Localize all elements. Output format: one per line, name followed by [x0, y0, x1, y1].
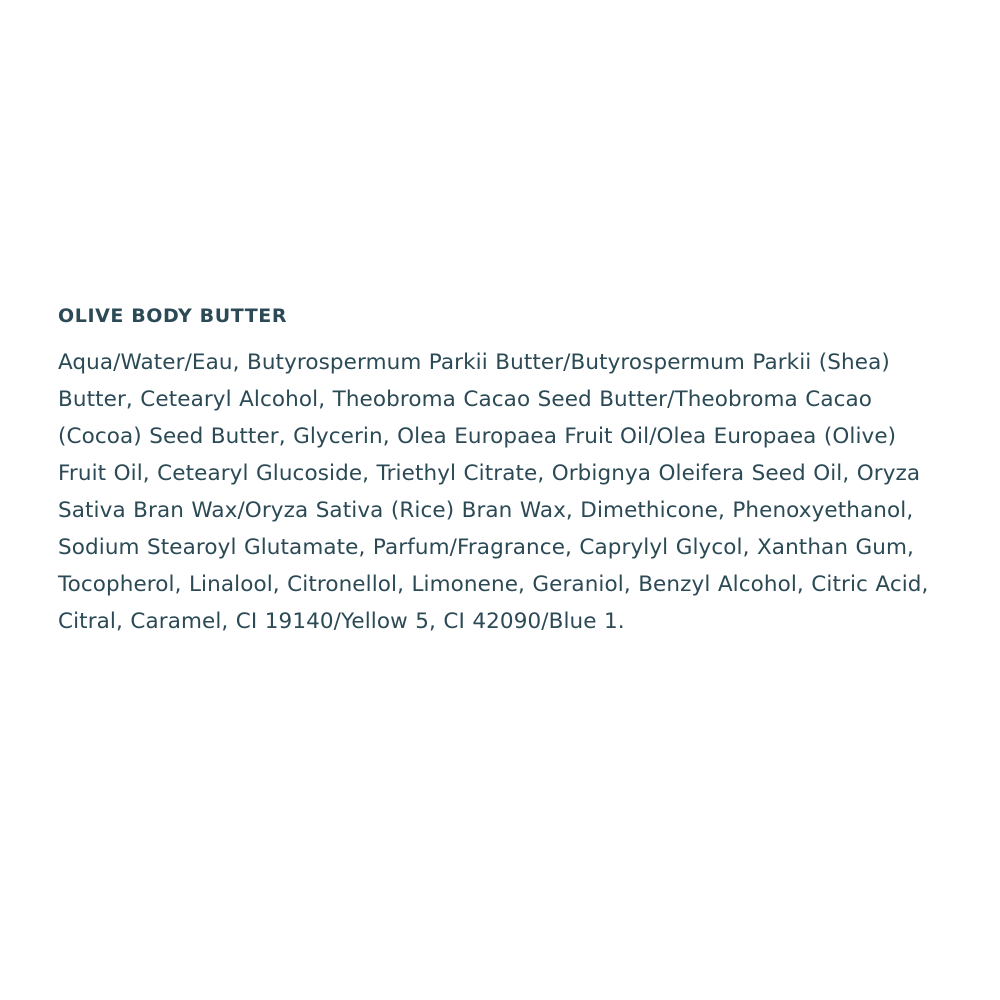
label-content-block — [58, 305, 938, 640]
product-title: OLIVE BODY BUTTER — [58, 305, 288, 327]
ingredients-list-text: Aqua/Water/Eau, Butyrospermum Parkii Butter/Butyrospermum Parkii (Shea) Butter, Cetearyl Alcohol, Theobroma Cacao Seed Butter/Theobroma Cacao (Cocoa) Seed Butter, Glycerin, Olea Europaea Fruit Oil/Olea Europaea (Olive) Fruit Oil, Cetearyl Glucoside, Triethyl Citrate, Orbignya Oleifera Seed Oil, Oryza Sativa Bran Wax/Oryza Sativa (Rice) Bran Wax, Dimethicone, Phenoxyethanol, Sodium Stearoyl Glutamate, Parfum/Fragrance, Caprylyl Glycol, Xanthan Gum, Tocopherol, Linalool, Citronellol, Limonene, Geraniol, Benzyl Alcohol, Citric Acid, Citral, Caramel, CI 19140/Yellow 5, CI 42090/Blue 1. — [58, 349, 929, 634]
